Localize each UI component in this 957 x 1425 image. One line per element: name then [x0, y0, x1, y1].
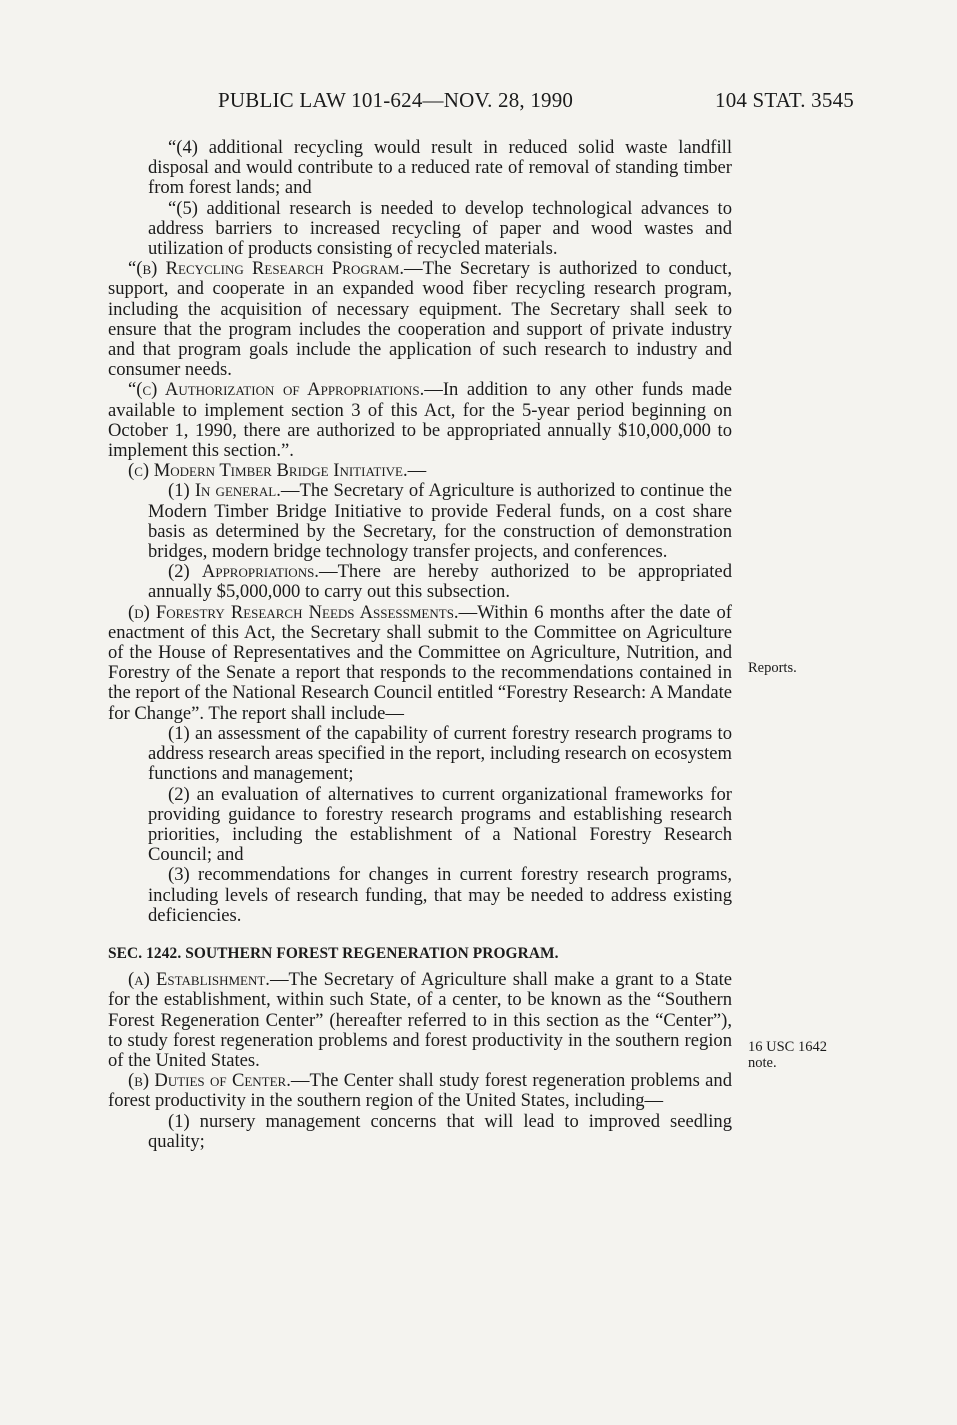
margin-note-reports: Reports. — [748, 660, 797, 676]
subsection-c-heading: “(c) Authorization of Appropriations. — [128, 379, 425, 401]
section-heading: SEC. 1242. SOUTHERN FOREST REGENERATION PROGRAM. — [108, 944, 559, 962]
subsection-c — [108, 380, 732, 461]
subsection-d-2: (2) an evaluation of alternatives to current organizational frameworks for providing guidance to forestry research programs and establishing research priorities, including the establishment of a National Forestry Research Council; and — [148, 783, 732, 866]
modern-timber-1-prefix: (1) — [168, 480, 195, 502]
margin-note-usc — [748, 1039, 827, 1071]
section-b — [108, 1071, 732, 1111]
paragraph-4: “(4) additional recycling would result in reduced solid waste landfill disposal and would contribute to a reduced rate of removal of standing timber from forest lands; and — [148, 137, 732, 199]
modern-timber-1 — [108, 481, 732, 562]
modern-timber-dash: — — [407, 460, 427, 482]
page-header — [0, 88, 957, 118]
modern-timber-heading: (c) Modern Timber Bridge Initiative. — [128, 460, 408, 482]
subsection-d-1: (1) an assessment of the capability of current forestry research programs to address research areas specified in the report, including research on ecosystem functions and management; — [148, 722, 732, 785]
modern-timber-2 — [108, 562, 732, 602]
modern-timber-1-text: —The Secretary of Agriculture is authorized to continue the Modern Timber Bridge Initiative to provide Federal funds, on a cost share basis as determined by the Secretary, for the construction of demonstration bridges, modern bridge technology transfer projects, and conferences. — [148, 480, 732, 563]
section-b-heading: (b) Duties of Center. — [128, 1070, 291, 1092]
section-b-text: —The Center shall study forest regeneration problems and forest productivity in the southern region of the United States, including— — [108, 1070, 732, 1112]
subsection-d-text: —Within 6 months after the date of enactment of this Act, the Secretary shall submit to the Committee on Agriculture of the House of Representatives and the Committee on Agriculture, Nutrition, and Forestry of the Senate a report that responds to the recommendations contained in the report of the National Research Council entitled “Forestry Research: A Mandate for Change”. The report shall include— — [108, 601, 733, 724]
section-b-1: (1) nursery management concerns that will lead to improved seedling quality; — [148, 1110, 732, 1152]
modern-timber-2-heading: Appropriations. — [201, 561, 319, 583]
usc-note: note. — [748, 1055, 777, 1071]
page-number: 104 STAT. 3545 — [715, 88, 854, 112]
subsection-b — [108, 259, 732, 380]
running-title: PUBLIC LAW 101-624—NOV. 28, 1990 — [218, 88, 574, 112]
modern-timber-2-text: —There are hereby authorized to be appropriated annually $5,000,000 to carry out this subsection. — [148, 561, 732, 603]
modern-timber-1-heading: In general. — [194, 480, 281, 502]
section-a-text: —The Secretary of Agriculture shall make a grant to a State for the establishment, within such State, of a center, to be known as the “Southern Forest Regeneration Center” (hereafter referred to in this section as the “Center”), to study forest regeneration problems and forest productivity in the southern region of the United States. — [108, 969, 732, 1071]
subsection-c-text: —In addition to any other funds made available to implement section 3 of this Act, for the 5-year period beginning on October 1, 1990, there are authorized to be appropriated annually $10,000,000 to implement this section.”. — [108, 379, 732, 462]
subsection-b-text: —The Secretary is authorized to conduct, support, and cooperate in an expanded wood fiber recycling research program, including the acquisition of necessary equipment. The Secretary shall seek to ensure that the program includes the cooperation and support of private industry and that program goals include the application of such research to industry and consumer needs. — [108, 258, 732, 381]
subsection-b-heading: “(b) Recycling Research Program. — [128, 258, 404, 280]
subsection-modern-timber — [108, 461, 732, 481]
statute-body — [108, 138, 732, 1152]
paragraph-5: “(5) additional research is needed to develop technological advances to address barriers to increased recycling of paper and wood wastes and utilization of products consisting of recycled materials. — [148, 197, 732, 260]
section-a-heading: (a) Establishment. — [128, 969, 270, 991]
usc-citation: 16 USC 1642 — [748, 1039, 827, 1055]
subsection-d — [108, 603, 732, 724]
modern-timber-2-prefix: (2) — [168, 561, 202, 583]
subsection-d-heading: (d) Forestry Research Needs Assessments. — [128, 601, 459, 623]
subsection-d-3: (3) recommendations for changes in current forestry research programs, including levels of research funding, that may be needed to address existing deficiencies. — [148, 864, 732, 926]
section-a — [108, 970, 732, 1071]
